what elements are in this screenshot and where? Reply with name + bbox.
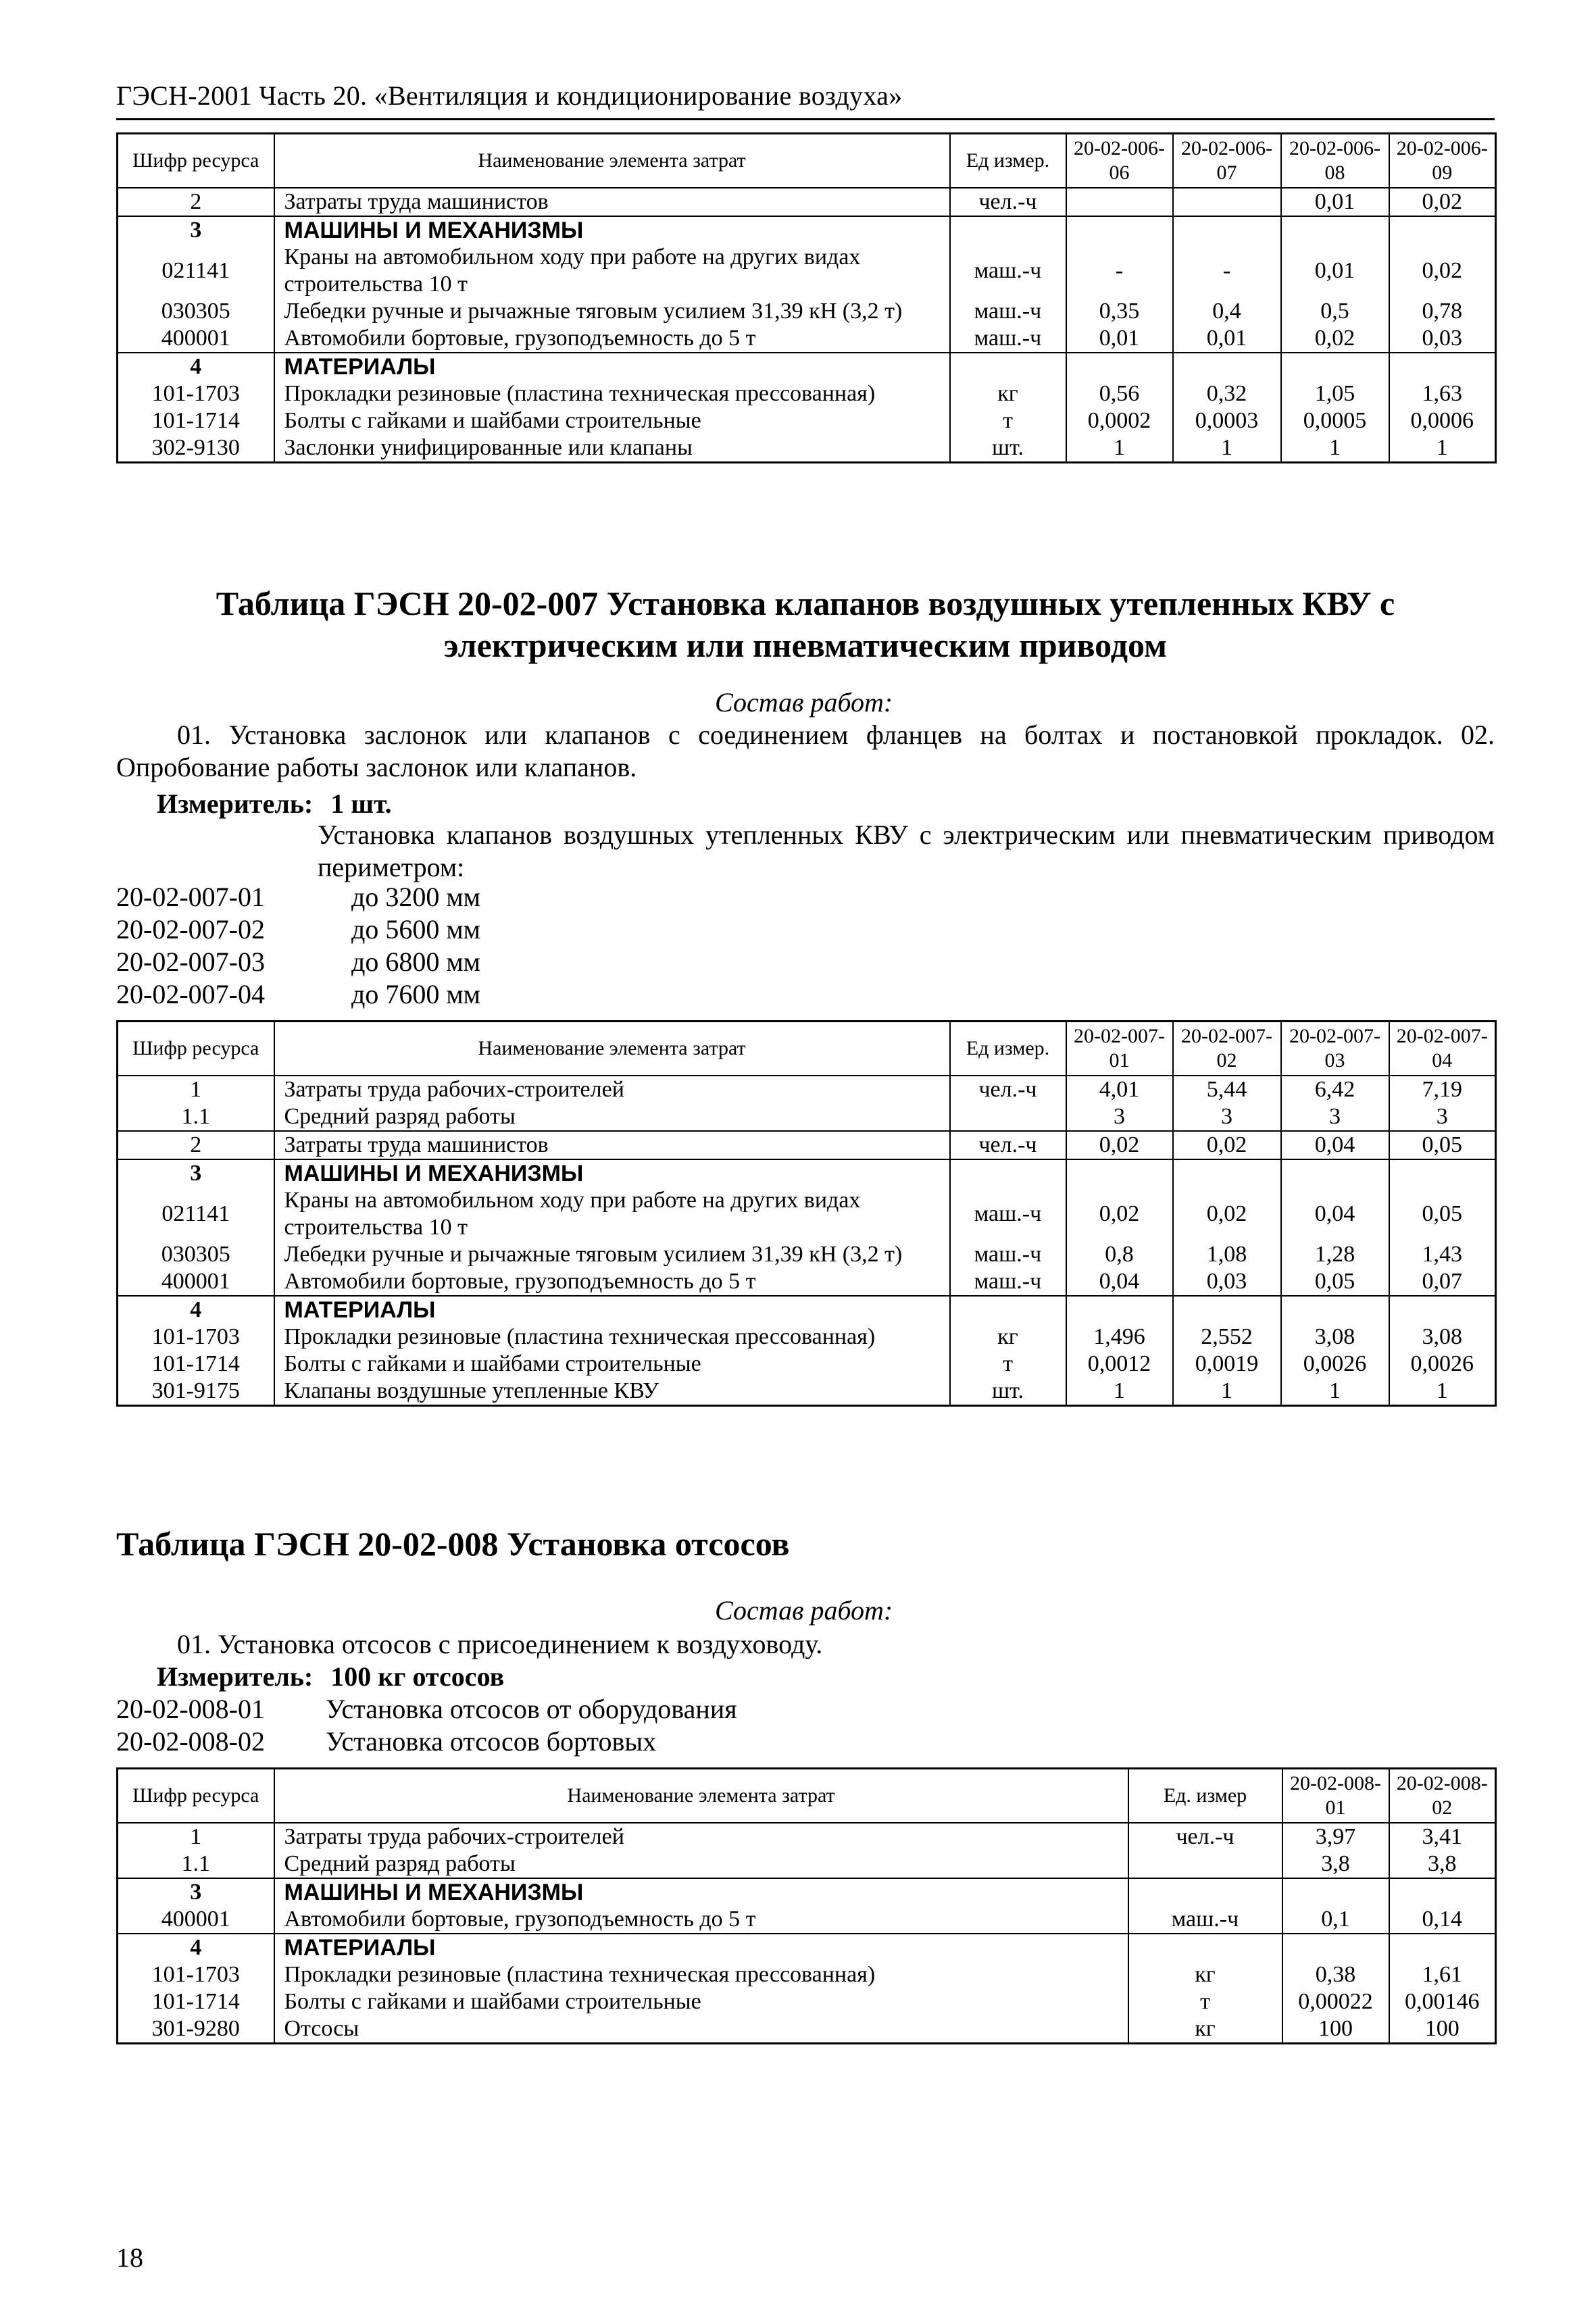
table-section-row: 3 МАШИНЫ И МЕХАНИЗМЫ [118,1878,1496,1906]
table-row: 101-1714 Болты с гайками и шайбами строительные т 0,00022 0,00146 [118,1988,1496,2015]
header-rule [116,118,1495,120]
variant-text: Установка отсосов от оборудования [326,1694,737,1724]
table-row: 101-1703 Прокладки резиновые (пластина техническая прессованная) кг 0,38 1,61 [118,1961,1496,1988]
header-col-2: 20-02-008-02 [1389,1769,1496,1823]
table-row: 400001 Автомобили бортовые, грузоподъемность до 5 т маш.-ч 0,1 0,14 [118,1906,1496,1934]
table-row: 1.1 Средний разряд работы 3 3 3 3 [118,1103,1496,1131]
header-col-1: 20-02-007-01 [1066,1022,1173,1076]
header-name: Наименование элемента затрат [274,1769,1128,1823]
variants-intro-007: Установка клапанов воздушных утепленных КВУ с электрическим или пневматическим приводом периметром: [318,820,1495,882]
table-row: 2 Затраты труда машинистов чел.-ч 0,01 0,02 [118,188,1496,216]
variant-text: до 3200 мм [351,882,480,912]
composition-label-008: Состав работ: [715,1595,893,1626]
header-code: Шифр ресурса [118,1769,274,1823]
header-col-2: 20-02-006-07 [1173,134,1281,188]
table-row: 101-1714 Болты с гайками и шайбами строительные т 0,0002 0,0003 0,0005 0,0006 [118,407,1496,434]
variant-code: 20-02-008-02 [116,1726,265,1757]
page-number: 18 [116,2242,143,2273]
variant-text: до 6800 мм [351,947,480,977]
header-unit: Ед измер. [950,134,1066,188]
header-col-2: 20-02-007-02 [1173,1022,1281,1076]
meter-label: Измеритель: [157,1661,314,1692]
table-row: 021141 Краны на автомобильном ходу при работе на других видах строительства 10 т маш.-ч - - 0,01 0,02 [118,244,1496,298]
variant-code: 20-02-008-01 [116,1694,265,1724]
table-header-row [118,1022,1496,1076]
table-row: 030305 Лебедки ручные и рычажные тяговым усилием 31,39 кН (3,2 т) маш.-ч 0,8 1,08 1,28 1,43 [118,1241,1496,1268]
variant-text: до 5600 мм [351,914,480,945]
resource-table-007 [116,1020,1497,1407]
header-col-4: 20-02-006-09 [1389,134,1496,188]
table-row: 400001 Автомобили бортовые, грузоподъемность до 5 т маш.-ч 0,04 0,03 0,05 0,07 [118,1268,1496,1296]
variant-code: 20-02-007-02 [116,914,265,945]
table-section-row: 3 МАШИНЫ И МЕХАНИЗМЫ [118,1159,1496,1187]
header-name: Наименование элемента затрат [274,1022,950,1076]
header-code: Шифр ресурса [118,1022,274,1076]
table-header-row [118,134,1496,188]
header-col-3: 20-02-006-08 [1281,134,1389,188]
table-title-007: Таблица ГЭСН 20-02-007 Установка клапанов воздушных утепленных КВУ с электрическим или пневматическим приводом [216,584,1395,664]
table-row: 030305 Лебедки ручные и рычажные тяговым усилием 31,39 кН (3,2 т) маш.-ч 0,35 0,4 0,5 0,78 [118,298,1496,325]
table-row: 400001 Автомобили бортовые, грузоподъемность до 5 т маш.-ч 0,01 0,01 0,02 0,03 [118,325,1496,353]
table-header-row [118,1769,1496,1823]
table-row: 101-1703 Прокладки резиновые (пластина техническая прессованная) кг 1,496 2,552 3,08 3,08 [118,1324,1496,1351]
running-header: ГЭСН-2001 Часть 20. «Вентиляция и кондиционирование воздуха» [116,80,903,111]
composition-label-007: Состав работ: [715,687,893,718]
header-unit: Ед измер. [950,1022,1066,1076]
header-name: Наименование элемента затрат [274,134,950,188]
header-unit: Ед. измер [1128,1769,1282,1823]
header-col-4: 20-02-007-04 [1389,1022,1496,1076]
header-col-3: 20-02-007-03 [1281,1022,1389,1076]
table-row: 101-1714 Болты с гайками и шайбами строительные т 0,0012 0,0019 0,0026 0,0026 [118,1351,1496,1378]
table-section-row: 4 МАТЕРИАЛЫ [118,353,1496,380]
meter-008 [157,1661,504,1693]
table-section-row: 4 МАТЕРИАЛЫ [118,1296,1496,1324]
table-section-row: 4 МАТЕРИАЛЫ [118,1934,1496,1961]
variant-code: 20-02-007-04 [116,979,265,1009]
table-row: 302-9130 Заслонки унифицированные или клапаны шт. 1 1 1 1 [118,434,1496,463]
table-row: 1 Затраты труда рабочих-строителей чел.-ч 3,97 3,41 [118,1823,1496,1851]
variant-text: Установка отсосов бортовых [326,1726,657,1757]
table-row: 101-1703 Прокладки резиновые (пластина техническая прессованная) кг 0,56 0,32 1,05 1,63 [118,380,1496,407]
header-code: Шифр ресурса [118,134,274,188]
table-title-008: Таблица ГЭСН 20-02-008 Установка отсосов [116,1525,790,1563]
table-row: 1 Затраты труда рабочих-строителей чел.-ч 4,01 5,44 6,42 7,19 [118,1076,1496,1103]
table-row: 2 Затраты труда машинистов чел.-ч 0,02 0,02 0,04 0,05 [118,1131,1496,1159]
table-row: 1.1 Средний разряд работы 3,8 3,8 [118,1851,1496,1878]
composition-text-007: 01. Установка заслонок или клапанов с соединением фланцев на болтах и постановкой прокладок. 02. Опробование работы заслонок или клапанов. [116,720,1495,782]
variant-code: 20-02-007-01 [116,882,265,912]
table-row: 021141 Краны на автомобильном ходу при работе на других видах строительства 10 т маш.-ч 0,02 0,02 0,04 0,05 [118,1187,1496,1241]
table-section-row: 3 МАШИНЫ И МЕХАНИЗМЫ [118,216,1496,244]
variant-code: 20-02-007-03 [116,947,265,977]
table-row: 301-9280 Отсосы кг 100 100 [118,2015,1496,2044]
meter-value: 100 кг отсосов [330,1661,505,1692]
resource-table-008 [116,1767,1497,2044]
meter-value: 1 шт. [330,788,392,819]
meter-label: Измеритель: [157,788,314,819]
composition-text-008: 01. Установка отсосов с присоединением к воздуховоду. [177,1629,823,1659]
resource-table-006 [116,132,1497,463]
meter-007 [157,788,392,820]
table-row: 301-9175 Клапаны воздушные утепленные КВУ шт. 1 1 1 1 [118,1378,1496,1406]
header-col-1: 20-02-006-06 [1066,134,1173,188]
header-col-1: 20-02-008-01 [1282,1769,1389,1823]
variant-text: до 7600 мм [351,979,480,1009]
